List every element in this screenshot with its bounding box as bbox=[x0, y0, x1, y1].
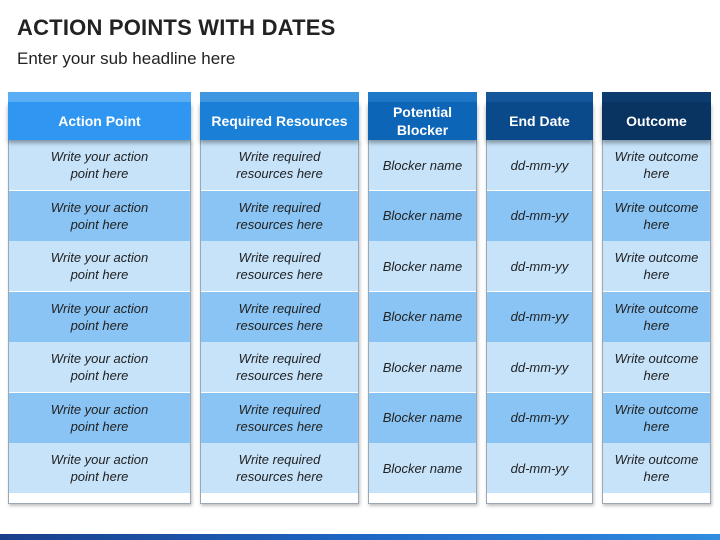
table-cell: Write outcome here bbox=[603, 140, 710, 190]
table-cell: Write your action point here bbox=[9, 140, 190, 190]
table-cell: Write your action point here bbox=[9, 443, 190, 493]
table-cell: Blocker name bbox=[369, 443, 476, 493]
page-title: ACTION POINTS WITH DATES bbox=[17, 15, 336, 40]
table-cell: dd-mm-yy bbox=[487, 393, 592, 443]
table-cell: dd-mm-yy bbox=[487, 292, 592, 342]
table-cell: Write required resources here bbox=[201, 443, 358, 493]
table-cell: Write required resources here bbox=[201, 292, 358, 342]
table-cell: Write required resources here bbox=[201, 191, 358, 241]
column-required-resources bbox=[200, 92, 359, 504]
table-cell: Write outcome here bbox=[603, 342, 710, 392]
table-cell: Write outcome here bbox=[603, 393, 710, 443]
table-cell: Blocker name bbox=[369, 342, 476, 392]
table-cell: Write required resources here bbox=[201, 393, 358, 443]
column-body bbox=[602, 140, 711, 504]
column-body bbox=[8, 140, 191, 504]
column-top-accent bbox=[200, 92, 359, 102]
table-cell: Write your action point here bbox=[9, 241, 190, 291]
table-cell: Write outcome here bbox=[603, 191, 710, 241]
column-top-accent bbox=[602, 92, 711, 102]
table-cell: Write your action point here bbox=[9, 342, 190, 392]
table-cell: Blocker name bbox=[369, 292, 476, 342]
table-cell: dd-mm-yy bbox=[487, 241, 592, 291]
table-cell: Blocker name bbox=[369, 191, 476, 241]
table-cell: Write outcome here bbox=[603, 443, 710, 493]
column-action-point bbox=[8, 92, 191, 504]
column-header-required-resources: Required Resources bbox=[200, 102, 359, 140]
table-cell: Blocker name bbox=[369, 393, 476, 443]
page-subtitle: Enter your sub headline here bbox=[17, 49, 236, 68]
column-outcome bbox=[602, 92, 711, 504]
column-top-accent bbox=[368, 92, 477, 102]
column-end-date bbox=[486, 92, 593, 504]
table-cell: Write your action point here bbox=[9, 191, 190, 241]
table-cell: Blocker name bbox=[369, 241, 476, 291]
table-cell: Write outcome here bbox=[603, 292, 710, 342]
column-top-accent bbox=[8, 92, 191, 102]
table-cell: Write required resources here bbox=[201, 140, 358, 190]
column-potential-blocker bbox=[368, 92, 477, 504]
table-cell: Blocker name bbox=[369, 140, 476, 190]
table-cell: dd-mm-yy bbox=[487, 140, 592, 190]
column-header-end-date: End Date bbox=[486, 102, 593, 140]
table-cell: Write required resources here bbox=[201, 241, 358, 291]
column-top-accent bbox=[486, 92, 593, 102]
column-body bbox=[368, 140, 477, 504]
table-cell: Write required resources here bbox=[201, 342, 358, 392]
table-cell: dd-mm-yy bbox=[487, 191, 592, 241]
column-body bbox=[486, 140, 593, 504]
table-cell: Write outcome here bbox=[603, 241, 710, 291]
column-header-action-point: Action Point bbox=[8, 102, 191, 140]
bottom-accent-bar bbox=[0, 534, 720, 540]
table-cell: dd-mm-yy bbox=[487, 443, 592, 493]
table-cell: Write your action point here bbox=[9, 292, 190, 342]
column-body bbox=[200, 140, 359, 504]
column-header-outcome: Outcome bbox=[602, 102, 711, 140]
table-cell: Write your action point here bbox=[9, 393, 190, 443]
column-header-potential-blocker: Potential Blocker bbox=[368, 102, 477, 140]
table-cell: dd-mm-yy bbox=[487, 342, 592, 392]
